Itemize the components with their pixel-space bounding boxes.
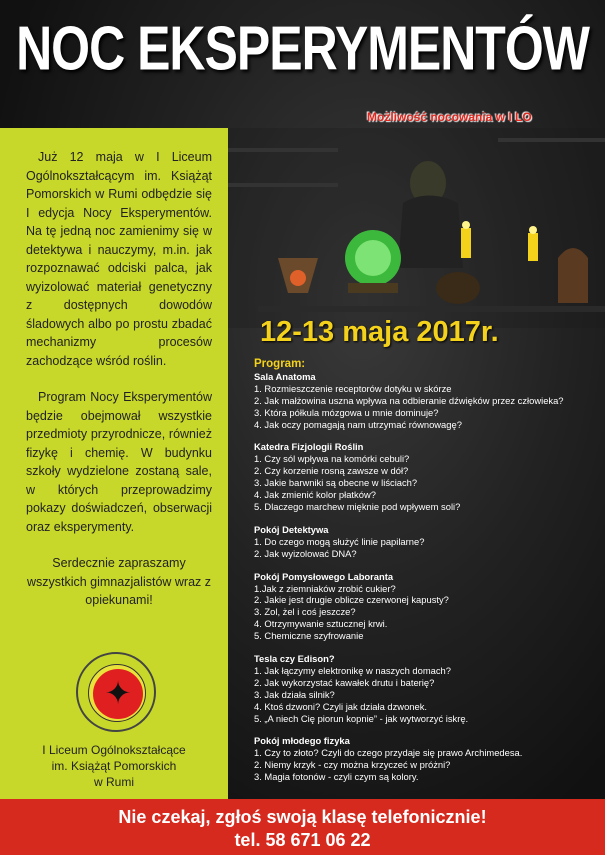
list-item: 5. Chemiczne szyfrowanie — [254, 630, 364, 642]
section-title: Pokój młodego fizyka — [254, 735, 350, 747]
list-item: 2. Jak wykorzystać kawałek drutu i baterię? — [254, 676, 435, 688]
section-title: Pokój Pomysłowego Laboranta — [254, 570, 394, 582]
griffin-icon: ✦ — [104, 675, 132, 711]
list-item: 1.Jak z ziemniaków zrobić cukier? — [254, 582, 396, 594]
list-item: 3. Jak działa silnik? — [254, 688, 335, 700]
program-section — [254, 653, 599, 724]
school-name-line: w Rumi — [93, 775, 134, 789]
school-name — [0, 742, 228, 790]
list-item: 4. Otrzymywanie sztucznej krwi. — [254, 618, 388, 630]
list-item: 5. „A niech Cię piorun kopnie” - jak wytworzyć iskrę. — [254, 712, 469, 724]
program-section — [254, 735, 599, 783]
list-item: 3. Magia fotonów - czyli czym są kolory. — [254, 771, 419, 783]
section-title: Sala Anatoma — [254, 370, 316, 382]
list-item: 2. Jakie jest drugie oblicze czerwonej kapusty? — [254, 594, 449, 606]
list-item: 1. Czy to złoto? Czyli do czego przydaje się prawo Archimedesa. — [254, 747, 523, 759]
program-section — [254, 524, 599, 560]
list-item: 3. Która półkula mózgowa u mnie dominuje? — [254, 406, 439, 418]
program-section — [254, 371, 599, 431]
program — [254, 359, 599, 794]
list-item: 4. Ktoś dzwoni? Czyli jak działa dzwonek. — [254, 700, 427, 712]
list-item: 2. Czy korzenie rosną zawsze w dół? — [254, 465, 409, 477]
list-item: 3. Zol, żel i coś jeszcze? — [254, 606, 356, 618]
school-name-line: I Liceum Ogólnokształcące — [42, 743, 186, 757]
intro-text — [26, 148, 212, 628]
section-title: Pokój Detektywa — [254, 523, 329, 535]
intro-paragraph: Już 12 maja w I Liceum Ogólnokształcącym im. Książąt Pomorskich w Rumi odbędzie się I edycja Nocy Eksperymentów. Na tę jedną noc zamienimy się w detektywa i nauczymy, m.in. jak rozpoznawać odciski palca, jak wyizolować materiał genetyczny z dostępnych dowodów śladowych albo po prostu zbadać mechanizmy procesów zachodzące wśród roślin. — [26, 150, 212, 368]
footer-banner — [0, 799, 605, 855]
intro-paragraph: Program Nocy Eksperymentów będzie obejmował wszystkie przedmioty przyrodnicze, również fizykę i chemię. W budynku szkoły wydzielone zostaną sale, w których przeprowadzimy pokazy doświadczeń, obserwacji oraz eksperymenty. — [26, 390, 212, 534]
list-item: 2. Jak wyizolować DNA? — [254, 547, 357, 559]
event-date: 12-13 maja 2017r. — [260, 316, 499, 348]
list-item: 4. Jak oczy pomagają nam utrzymać równowagę? — [254, 418, 462, 430]
list-item: 5. Dlaczego marchew mięknie pod wpływem soli? — [254, 500, 461, 512]
school-seal-logo — [76, 652, 156, 732]
page-title: NOC EKSPERYMENTÓW — [16, 13, 589, 84]
school-name-line: im. Książąt Pomorskich — [51, 759, 177, 773]
list-item: 1. Rozmieszczenie receptorów dotyku w skórze — [254, 382, 452, 394]
list-item: 1. Czy sól wpływa na komórki cebuli? — [254, 453, 410, 465]
intro-invitation: Serdecznie zapraszamy wszystkich gimnazjalistów wraz z opiekunami! — [26, 556, 212, 607]
program-heading: Program: — [254, 358, 306, 370]
list-item: 1. Do czego mogą służyć linie papilarne? — [254, 535, 425, 547]
list-item: 2. Jak małżowina uszna wpływa na odbieranie dźwięków przez człowieka? — [254, 394, 564, 406]
program-section — [254, 571, 599, 642]
list-item: 4. Jak zmienić kolor płatków? — [254, 489, 376, 501]
lab-scene-illustration — [228, 128, 605, 328]
program-section — [254, 441, 599, 512]
list-item: 1. Jak łączymy elektronikę w naszych domach? — [254, 664, 451, 676]
list-item: 3. Jakie barwniki są obecne w liściach? — [254, 477, 418, 489]
subtitle: Możliwość nocowania w I LO — [367, 110, 532, 124]
list-item: 2. Niemy krzyk - czy można krzyczeć w próżni? — [254, 759, 451, 771]
footer-call-to-action: Nie czekaj, zgłoś swoją klasę telefonicznie! — [118, 807, 487, 827]
section-title: Katedra Fizjologii Roślin — [254, 441, 364, 453]
footer-phone: tel. 58 671 06 22 — [234, 830, 371, 850]
section-title: Tesla czy Edison? — [254, 653, 335, 665]
